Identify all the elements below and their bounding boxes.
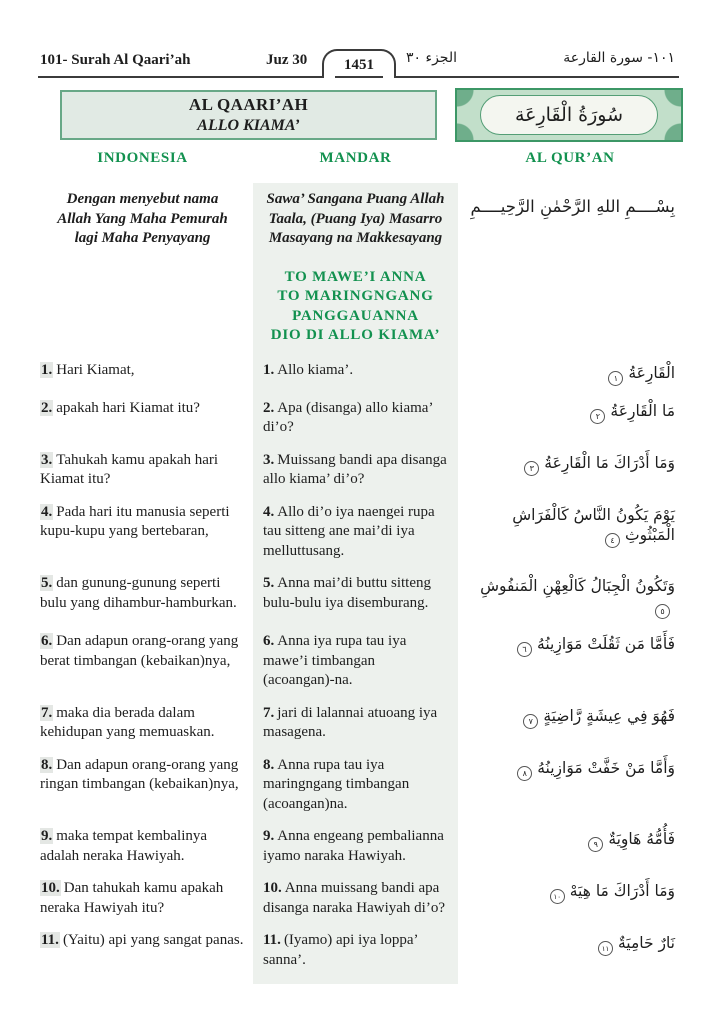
verse-arabic-text: وَتَكُونُ الْجِبَالُ كَالْعِهْنِ الْمَنفُوشِ <box>480 577 675 595</box>
verse-indonesia <box>40 451 245 490</box>
verse-arabic <box>465 827 675 866</box>
ayah-marker-icon: ٢ <box>590 409 605 424</box>
bismillah-indonesia <box>40 190 245 249</box>
verse-arabic-text: وَمَا أَدْرَاكَ مَا هِيَهْ <box>569 882 675 901</box>
verse-indonesia <box>40 503 245 562</box>
verse-text: Allo di’o iya naengei rupa tau sitteng ane mai’di iya melluttusang. <box>263 503 435 559</box>
verse-mandar <box>253 704 458 743</box>
verse-text: maka dia berada dalam kehidupan yang memuaskan. <box>40 704 215 741</box>
verse-number: 11. <box>41 932 59 949</box>
verse-number: 4. <box>263 503 275 520</box>
verse-text: Anna iya rupa tau iya mawe’i timbangan (acoangan)-na. <box>263 633 407 689</box>
header-surah-title-arabic: ١٠١- سورة القارعة <box>563 50 675 66</box>
header-juz-latin: Juz 30 <box>266 52 308 68</box>
verse-mandar <box>253 361 458 386</box>
verse-arabic-text: يَوْمَ يَكُونُ النَّاسُ كَالْفَرَاشِ الْمَبْثُوثِ <box>512 505 675 544</box>
verse-indonesia <box>40 704 245 743</box>
verse-indonesia <box>40 399 245 438</box>
surah-name-latin: AL QAARI’AH <box>188 95 309 115</box>
verse-text: Anna rupa tau iya maringngang timbangan (acoangan)na. <box>263 756 410 812</box>
verse-indonesia <box>40 931 245 970</box>
verse-arabic <box>465 756 675 815</box>
verse-text: Dan adapun orang-orang yang berat timbangan (kebaikan)nya, <box>40 633 239 669</box>
verse-mandar <box>253 503 458 562</box>
verse-mandar <box>253 632 458 691</box>
bismillah-mandar <box>253 190 458 249</box>
verse-number: 3. <box>263 451 275 468</box>
verse-mandar <box>253 827 458 866</box>
ayah-marker-icon: ١١ <box>598 941 613 956</box>
verse-arabic <box>465 632 675 691</box>
translation-grid <box>40 183 675 984</box>
verse-number: 7. <box>41 704 53 721</box>
verse-text: dan gunung-gunung seperti bulu yang dihambur-hamburkan. <box>40 575 237 611</box>
verse-number: 1. <box>263 361 275 378</box>
ayah-marker-icon: ٣ <box>524 461 539 476</box>
verse-number: 3. <box>41 451 53 468</box>
verse-indonesia <box>40 827 245 866</box>
verse-arabic <box>465 399 675 438</box>
verse-number: 9. <box>263 828 275 845</box>
verse-arabic-text: الْقَارِعَةُ <box>628 363 675 382</box>
verse-indonesia <box>40 879 245 918</box>
verse-text: Hari Kiamat, <box>56 361 135 378</box>
ayah-marker-icon: ٦ <box>517 642 532 657</box>
verse-text: maka tempat kembalinya adalah neraka Hawiyah. <box>40 828 208 864</box>
ayah-marker-icon: ١ <box>608 371 623 386</box>
verse-number: 5. <box>41 575 53 591</box>
surah-name-calligraphy: سُورَةُ الْقَارِعَة <box>480 95 658 135</box>
verse-number: 10. <box>263 880 282 897</box>
verse-number: 4. <box>41 503 53 520</box>
surah-title-ornament-box <box>455 88 683 142</box>
verse-indonesia <box>40 632 245 691</box>
verse-number: 9. <box>41 828 53 845</box>
ayah-marker-icon: ٧ <box>523 714 538 729</box>
verse-mandar <box>253 756 458 815</box>
ayah-marker-icon: ٤ <box>605 533 620 548</box>
surah-title-box <box>60 90 437 140</box>
mandar-section-heading-line: TO MARINGNGANG <box>277 288 434 304</box>
verse-arabic-text: نَارٌ حَامِيَةٌ <box>617 934 675 953</box>
header-surah-title-latin: 101- Surah Al Qaari’ah <box>40 52 191 68</box>
bismillah-arabic: بِسْــــمِ اللهِ الرَّحْمٰنِ الرَّحِيــــمِ <box>470 197 675 216</box>
mandar-section-heading-line: DIO DI ALLO KIAMA’ <box>270 327 441 343</box>
ayah-marker-icon: ٥ <box>655 604 670 619</box>
verse-text: Anna muissang bandi apa disanga naraka Hawiyah di’o? <box>263 880 446 916</box>
ayah-marker-icon: ٩ <box>588 837 603 852</box>
column-header-mandar: MANDAR <box>319 150 392 166</box>
bismillah-mandar-line: Taala, (Puang Iya) Masarro <box>268 210 443 227</box>
verse-text: Tahukah kamu apakah hari Kiamat itu? <box>40 451 219 487</box>
verse-indonesia <box>40 756 245 815</box>
verse-text: (Yaitu) api yang sangat panas. <box>62 932 244 949</box>
surah-name-mandar: ALLO KIAMA’ <box>197 116 300 134</box>
verse-mandar <box>253 879 458 918</box>
verse-arabic-text: وَأَمَّا مَنْ خَفَّتْ مَوَازِينُهُ <box>537 758 675 777</box>
mandar-section-heading <box>253 262 458 348</box>
verse-number: 8. <box>263 756 275 773</box>
bismillah-indonesia-line: Dengan menyebut nama <box>66 191 219 207</box>
verse-arabic-text: وَمَا أَدْرَاكَ مَا الْقَارِعَةُ <box>544 453 675 472</box>
verse-arabic-text: فَهُوَ فِي عِيشَةٍ رَّاضِيَةٍ <box>543 706 675 725</box>
verse-arabic <box>465 704 675 743</box>
column-header-indonesia: INDONESIA <box>97 150 188 166</box>
verse-text: (Iyamo) api iya loppa’ sanna’. <box>263 932 418 968</box>
verse-indonesia <box>40 361 245 386</box>
verse-text: Pada hari itu manusia seperti kupu-kupu yang bertebaran, <box>40 503 230 539</box>
verse-number: 10. <box>41 880 60 897</box>
ayah-marker-icon: ١٠ <box>550 889 565 904</box>
verse-number: 6. <box>263 633 275 650</box>
verse-arabic-text: فَأَمَّا مَن ثَقُلَتْ مَوَازِينُهُ <box>537 635 675 654</box>
verse-arabic <box>465 361 675 386</box>
verse-arabic <box>465 879 675 918</box>
verse-mandar <box>253 451 458 490</box>
verse-text: Dan tahukah kamu apakah neraka Hawiyah itu? <box>40 880 224 916</box>
verse-mandar <box>253 931 458 970</box>
verse-arabic-text: فَأُمُّهُ هَاوِيَةٌ <box>608 830 675 849</box>
verse-text: apakah hari Kiamat itu? <box>56 399 200 416</box>
verse-arabic <box>465 451 675 490</box>
verse-arabic <box>465 574 675 619</box>
verse-text: Apa (disanga) allo kiama’ di’o? <box>263 399 433 435</box>
page-number: 1451 <box>335 57 383 78</box>
verse-number: 1. <box>41 361 53 378</box>
verse-mandar <box>253 399 458 438</box>
verse-text: jari di lalannai atuoang iya masagena. <box>263 704 438 741</box>
verse-number: 2. <box>41 399 53 416</box>
verse-number: 6. <box>41 633 53 650</box>
verse-arabic-text: مَا الْقَارِعَةُ <box>610 401 675 420</box>
header-juz-arabic: الجزء ٣٠ <box>406 50 457 66</box>
verse-text: Muissang bandi apa disanga allo kiama’ di’o? <box>263 451 447 487</box>
verse-number: 7. <box>263 704 275 721</box>
verse-number: 8. <box>41 756 53 773</box>
verse-text: Anna mai’di buttu sitteng bulu-bulu iya disemburang. <box>263 575 431 611</box>
verse-mandar <box>253 574 458 619</box>
verse-number: 11. <box>263 932 281 949</box>
ayah-marker-icon: ٨ <box>517 766 532 781</box>
column-headers <box>40 150 675 167</box>
bismillah-indonesia-line: lagi Maha Penyayang <box>74 230 211 246</box>
verse-number: 5. <box>263 575 275 591</box>
verse-arabic <box>465 931 675 970</box>
verse-number: 2. <box>263 399 275 416</box>
verse-text: Dan adapun orang-orang yang ringan timbangan (kebaikan)nya, <box>40 756 239 793</box>
mandar-section-heading-line: TO MAWE’I ANNA <box>284 268 427 285</box>
verse-arabic <box>465 503 675 562</box>
mandar-section-heading-line: PANGGAUANNA <box>292 307 419 324</box>
verse-text: Allo kiama’. <box>277 361 354 378</box>
verse-text: Anna engeang pembalianna iyamo naraka Hawiyah. <box>263 828 444 864</box>
bismillah-mandar-line: Sawa’ Sangana Puang Allah <box>266 191 445 207</box>
column-header-quran: AL QUR’AN <box>525 150 615 166</box>
verse-indonesia <box>40 574 245 619</box>
page-number-badge <box>322 49 396 78</box>
bismillah-indonesia-line: Allah Yang Maha Pemurah <box>57 210 228 227</box>
bismillah-mandar-line: Masayang na Makkesayang <box>268 230 443 246</box>
